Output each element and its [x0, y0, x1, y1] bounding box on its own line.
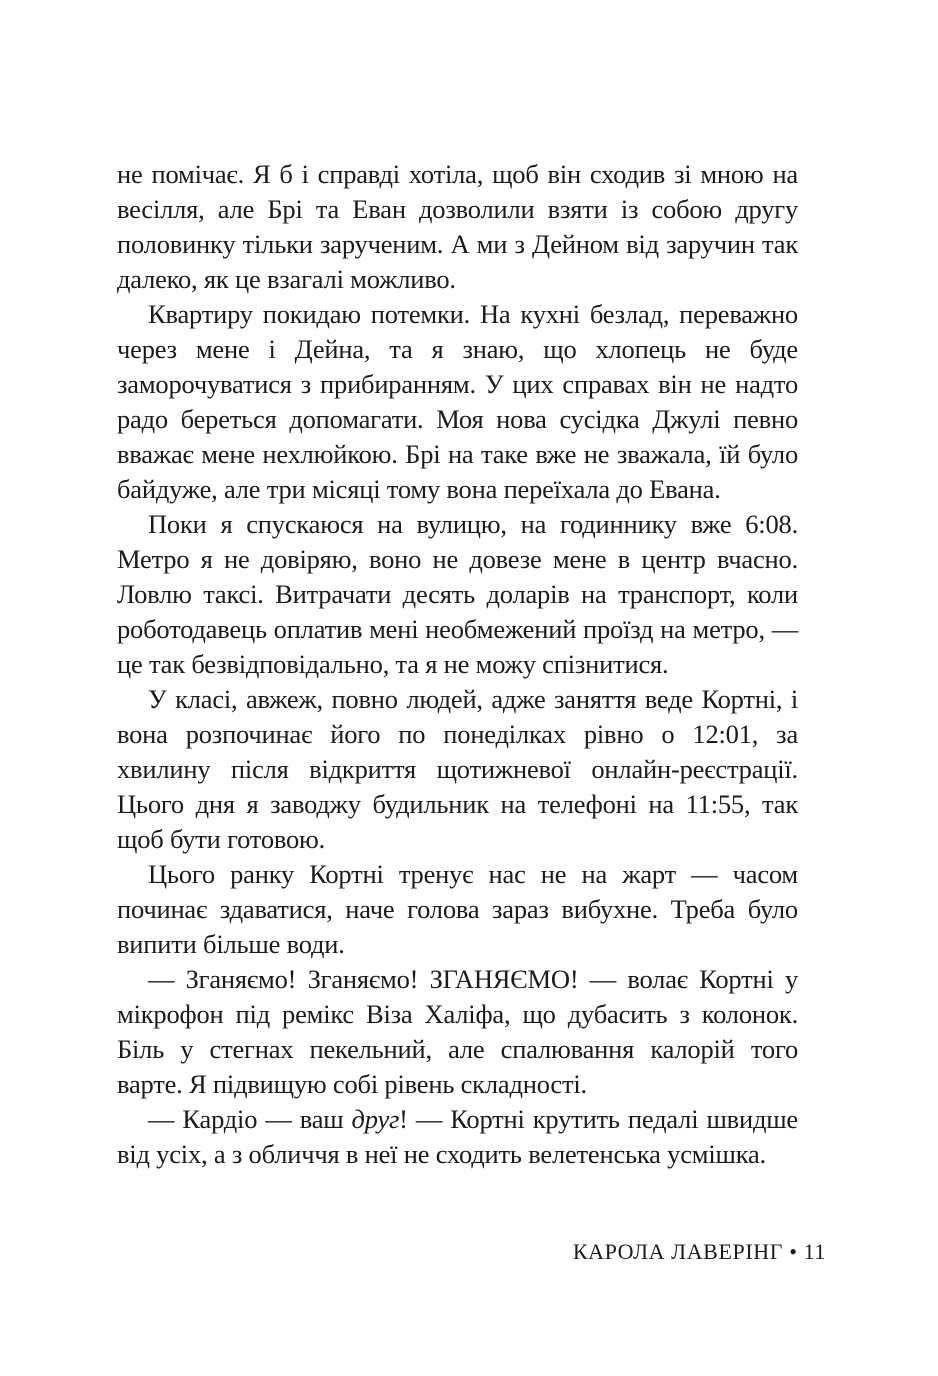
paragraph-text-part: ! — Кортні крутить педалі швидше від усіх, а з обличчя в неї не сходить велетенська усмішка.: [117, 1104, 798, 1169]
running-footer: [573, 1240, 826, 1264]
footer-page-number: 11: [803, 1239, 826, 1264]
paragraph: Поки я спускаюся на вулицю, на годиннику вже 6:08. Метро я не довіряю, воно не довезе мене в центр вчасно. Ловлю таксі. Витрачати десять доларів на транспорт, коли роботодавець оплатив мені необмежений проїзд на метро, — це так безвідповідально, та я не можу спізнитися.: [117, 509, 798, 679]
paragraph-continuation: не помічає. Я б і справді хотіла, щоб він сходив зі мною на весілля, але Брі та Еван дозволили взяти із собою другу половинку тільки зарученим. А ми з Дейном від заручин так далеко, як це взагалі можливо.: [117, 159, 798, 294]
paragraph-dialogue: [117, 1102, 798, 1172]
paragraph: У класі, авжеж, повно людей, адже заняття веде Кортні, і вона розпочинає його по понеділках рівно о 12:01, за хвилину після відкриття щотижневої онлайн-реєстрації. Цього дня я заводжу будильник на телефоні на 11:55, так щоб бути готовою.: [117, 684, 798, 854]
footer-author: КАРОЛА ЛАВЕРІНГ: [572, 1239, 784, 1264]
paragraph: Квартиру покидаю потемки. На кухні безлад, переважно через мене і Дейна, та я знаю, що хлопець не буде заморочуватися з прибиранням. У цих справах він не надто радо береться допомагати. Моя нова сусідка Джулі певно вважає мене нехлюйкою. Брі на таке вже не зважала, їй було байдуже, але три місяці тому вона переїхала до Евана.: [117, 299, 798, 504]
paragraph: Цього ранку Кортні тренує нас не на жарт — часом починає здаватися, наче голова зараз вибухне. Треба було випити більше води.: [117, 859, 798, 959]
paragraph-italic-word: друг: [351, 1104, 400, 1134]
page-text-block: [117, 157, 798, 1172]
paragraph-text-part: — Кардіо — ваш: [148, 1104, 352, 1134]
paragraph-dialogue: — Зганяємо! Зганяємо! ЗГАНЯЄМО! — волає Кортні у мікрофон під ремікс Віза Халіфа, що дубасить з колонок. Біль у стегнах пекельний, але спалювання калорій того варте. Я підвищую собі рівень складності.: [117, 964, 798, 1099]
footer-separator: •: [789, 1239, 798, 1264]
